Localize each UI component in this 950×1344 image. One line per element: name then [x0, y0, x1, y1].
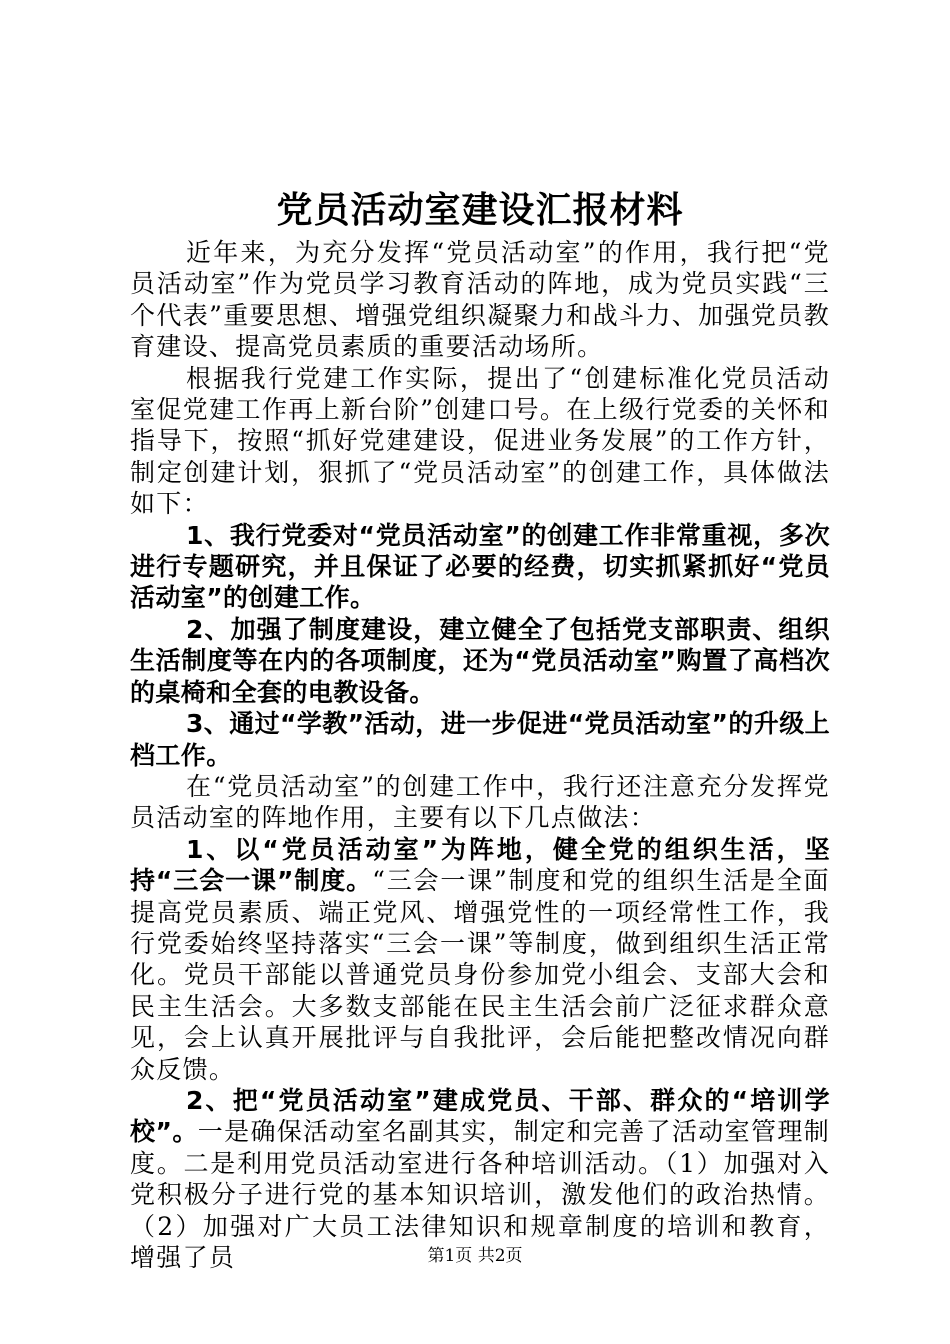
document-page: [130, 185, 830, 1273]
paragraph-practice-2-lead: 2、把“党员活动室”建成党员、干部、群众的“培训学校”。: [130, 1085, 830, 1147]
paragraph-practices-intro: 在“党员活动室”的创建工作中，我行还注意充分发挥党员活动室的阵地作用，主要有以下几点做法：: [130, 771, 830, 833]
paragraph-practice-1-body: “三会一课”制度和党的组织生活是全面提高党员素质、端正党风、增强党性的一项经常性工作，我行党委始终坚持落实“三会一课”等制度，做到组织生活正常化。党员干部能以普通党员身份参加党小组会、支部大会和民主生活会。大多数支部能在民主生活会前广泛征求群众意见，会上认真开展批评与自我批评，会后能把整改情况向群众反馈。: [130, 866, 830, 1084]
paragraph-point-2: 2、加强了制度建设，建立健全了包括党支部职责、组织生活制度等在内的各项制度，还为“党员活动室”购置了高档次的桌椅和全套的电教设备。: [130, 614, 830, 707]
paragraph-practice-1: [130, 834, 830, 1085]
document-title: 党员活动室建设汇报材料: [276, 189, 684, 231]
page-footer: 第1页 共2页: [427, 1246, 523, 1266]
paragraph-practice-2-body: 一是确保活动室名副其实，制定和完善了活动室管理制度。二是利用党员活动室进行各种培训活动。（1）加强对入党积极分子进行党的基本知识培训，激发他们的政治热情。（2）加强对广大员工法律知识和规章制度的培训和教育，增强了员: [130, 1117, 830, 1272]
paragraph-background: 根据我行党建工作实际，提出了“创建标准化党员活动室促党建工作再上新台阶”创建口号。在上级行党委的关怀和指导下，按照“抓好党建建设，促进业务发展”的工作方针，制定创建计划，狠抓了“党员活动室”的创建工作，具体做法如下：: [130, 363, 830, 519]
paragraph-intro: 近年来，为充分发挥“党员活动室”的作用，我行把“党员活动室”作为党员学习教育活动的阵地，成为党员实践“三个代表”重要思想、增强党组织凝聚力和战斗力、加强党员教育建设、提高党员素质的重要活动场所。: [130, 238, 830, 362]
paragraph-point-3: 3、通过“学教”活动，进一步促进“党员活动室”的升级上档工作。: [130, 709, 830, 770]
paragraph-practice-1-lead: 1、以“党员活动室”为阵地，健全党的组织生活，坚持“三会一课”制度。: [130, 834, 830, 896]
paragraph-point-1: 1、我行党委对“党员活动室”的创建工作非常重视，多次进行专题研究，并且保证了必要的经费，切实抓紧抓好“党员活动室”的创建工作。: [130, 520, 830, 613]
